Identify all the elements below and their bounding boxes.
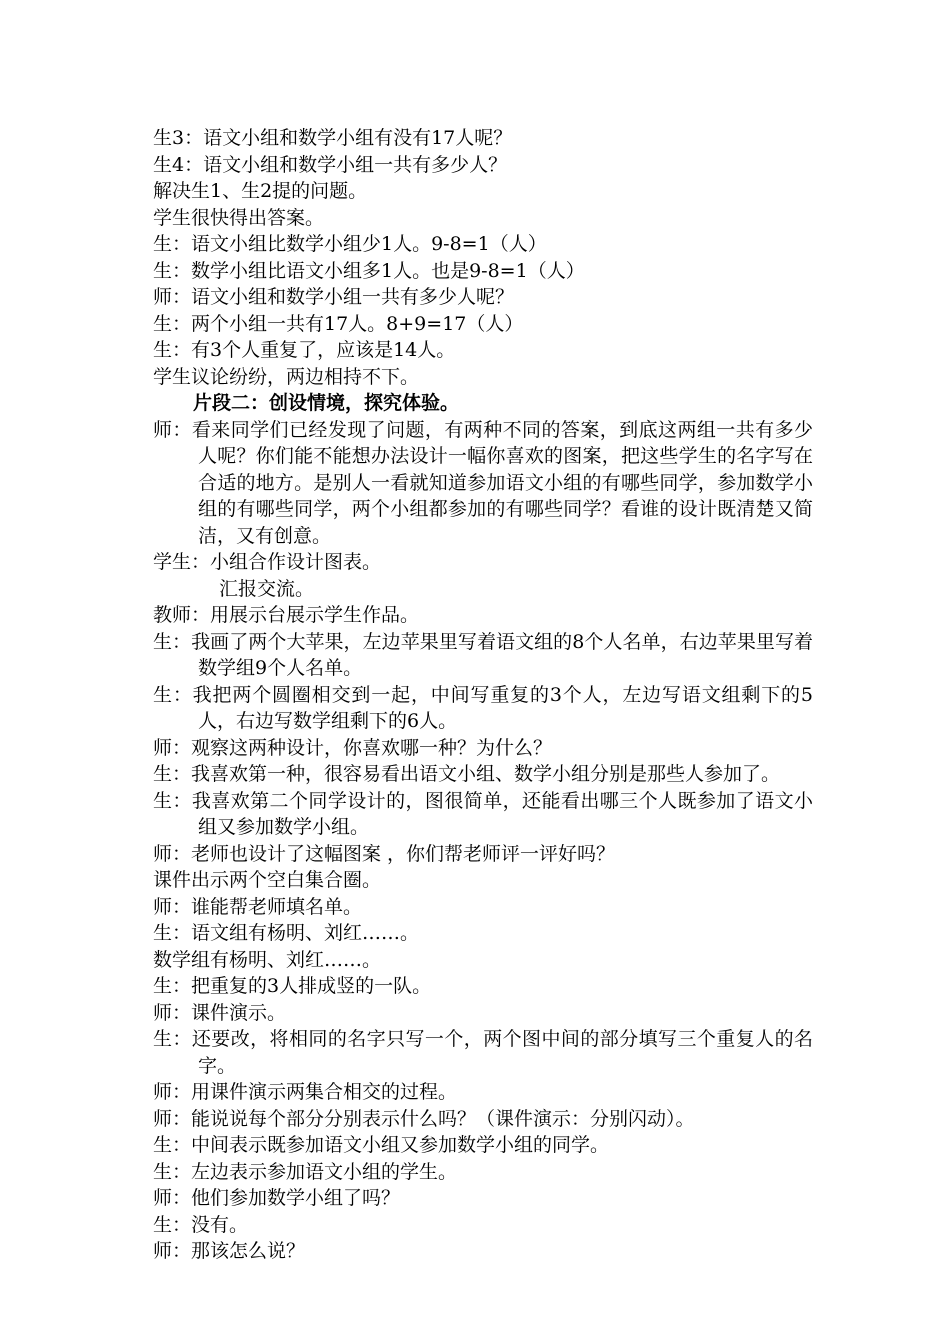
dialogue-paragraph: 生：还要改，将相同的名字只写一个，两个图中间的部分填写三个重复人的名字。 bbox=[153, 1028, 813, 1077]
narration-line: 课件出示两个空白集合圈。 bbox=[153, 869, 382, 891]
dialogue-paragraph: 师：看来同学们已经发现了问题，有两种不同的答案，到底这两组一共有多少人呢？你们能不能想办法设计一幅你喜欢的图案，把这些学生的名字写在合适的地方。是别人一看就知道参加语文小组的有哪些同学，参加数学小组的有哪些同学，两个小组都参加的有哪些同学？看谁的设计既清楚又简洁，又有创意。 bbox=[153, 418, 813, 547]
dialogue-line: 生：数学小组比语文小组多1人。也是9-8=1（人） bbox=[153, 259, 585, 282]
document-page bbox=[153, 125, 813, 1265]
dialogue-line: 生：把重复的3人排成竖的一队。 bbox=[153, 975, 432, 997]
dialogue-line: 生：语文小组比数学小组少1人。9-8=1（人） bbox=[153, 233, 547, 255]
dialogue-line: 生：中间表示既参加语文小组又参加数学小组的同学。 bbox=[153, 1134, 610, 1156]
dialogue-paragraph: 生：我画了两个大苹果，左边苹果里写着语文组的8个人名单，右边苹果里写着数学组9个人名单。 bbox=[153, 630, 813, 679]
dialogue-line: 生：有3个人重复了，应该是14人。 bbox=[153, 339, 456, 361]
dialogue-line: 师：能说说每个部分分别表示什么吗？（课件演示：分别闪动）。 bbox=[153, 1107, 695, 1130]
dialogue-paragraph: 生：我喜欢第二个同学设计的，图很简单，还能看出哪三个人既参加了语文小组又参加数学小组。 bbox=[153, 789, 813, 838]
dialogue-line: 师：语文小组和数学小组一共有多少人呢？ bbox=[153, 286, 515, 308]
dialogue-paragraph: 生：我把两个圆圈相交到一起，中间写重复的3个人，左边写语文组剩下的5人，右边写数学组剩下的6人。 bbox=[153, 683, 813, 732]
dialogue-line: 师：他们参加数学小组了吗？ bbox=[153, 1187, 401, 1209]
dialogue-line: 生4：语文小组和数学小组一共有多少人？ bbox=[153, 153, 508, 176]
dialogue-line: 生：左边表示参加语文小组的学生。 bbox=[153, 1160, 458, 1183]
dialogue-line: 生：没有。 bbox=[153, 1213, 249, 1236]
narration-line: 学生议论纷纷，两边相持不下。 bbox=[153, 365, 420, 388]
dialogue-line: 生：语文组有杨明、刘红……。 bbox=[153, 922, 420, 944]
dialogue-line: 师：谁能帮老师填名单。 bbox=[153, 895, 363, 918]
narration-line: 解决生1、生2提的问题。 bbox=[153, 180, 368, 202]
dialogue-line: 师：用课件演示两集合相交的过程。 bbox=[153, 1081, 458, 1103]
dialogue-paragraph: 生：我喜欢第一种，很容易看出语文小组、数学小组分别是那些人参加了。 bbox=[153, 763, 781, 785]
dialogue-line: 师：那该怎么说？ bbox=[153, 1240, 306, 1262]
dialogue-line: 生：两个小组一共有17人。8+9=17（人） bbox=[153, 312, 524, 335]
dialogue-line: 学生：小组合作设计图表。 bbox=[153, 551, 382, 573]
dialogue-line: 师：老师也设计了这幅图案 ，你们帮老师评一评好吗？ bbox=[153, 842, 616, 865]
narration-line: 数学组有杨明、刘红……。 bbox=[153, 948, 382, 971]
narration-line: 学生很快得出答案。 bbox=[153, 206, 325, 229]
dialogue-line: 教师：用展示台展示学生作品。 bbox=[153, 604, 420, 626]
dialogue-line: 师：观察这两种设计，你喜欢哪一种？为什么？ bbox=[153, 736, 553, 759]
section-heading: 片段二：创设情境，探究体验。 bbox=[193, 392, 460, 414]
dialogue-line: 生3：语文小组和数学小组有没有17人呢？ bbox=[153, 127, 513, 149]
dialogue-line: 师：课件演示。 bbox=[153, 1001, 287, 1024]
narration-line: 汇报交流。 bbox=[219, 577, 315, 600]
